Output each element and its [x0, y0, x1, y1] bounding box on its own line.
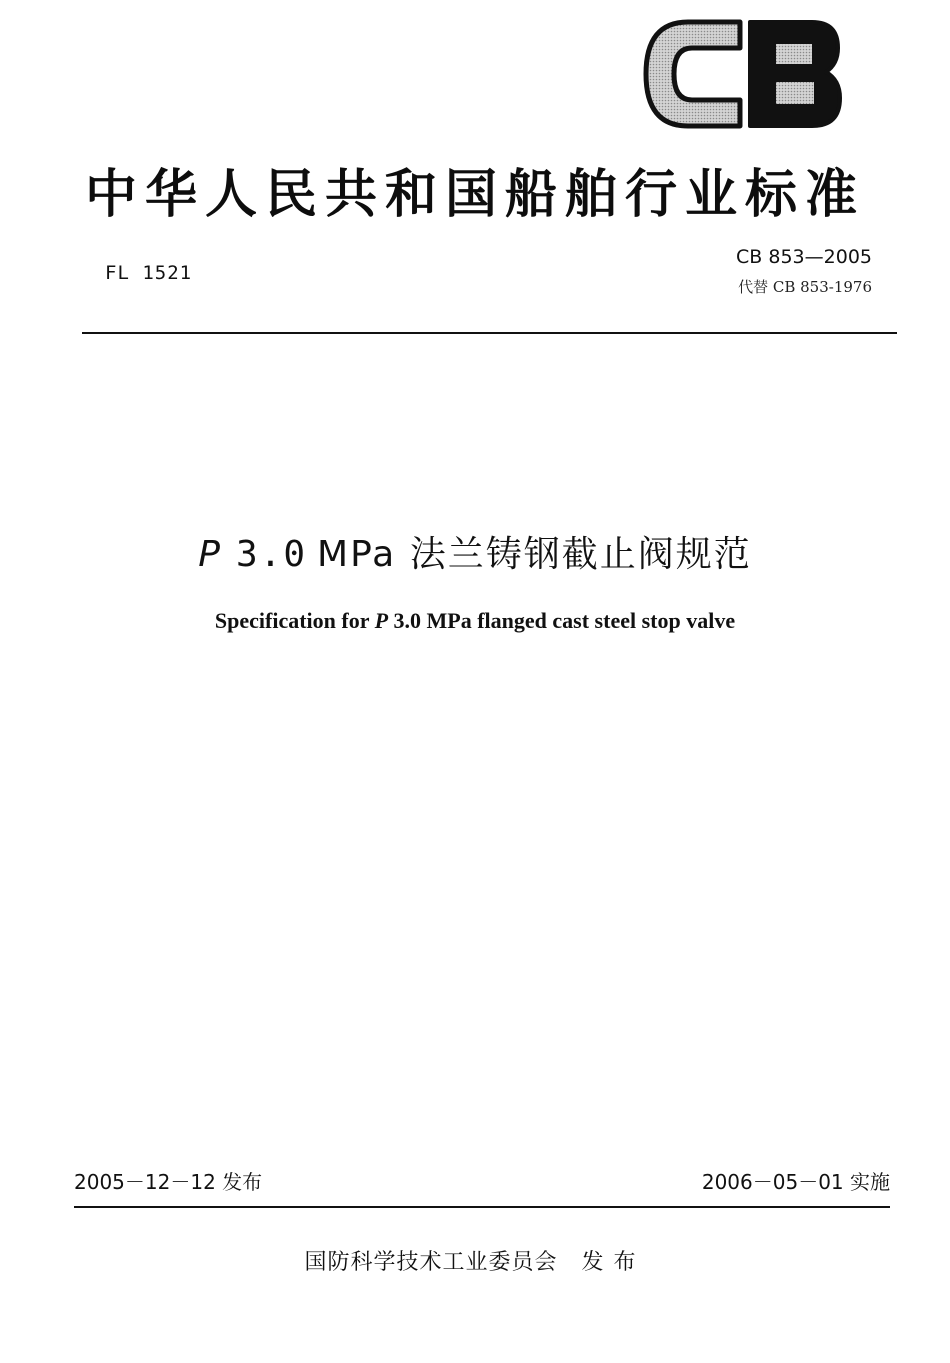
cb-logo: [640, 18, 845, 130]
header-divider: [82, 332, 897, 334]
publish-verb: 发布: [581, 1250, 646, 1275]
title-pressure-value: 3.0: [236, 534, 308, 575]
title-pressure-symbol: P: [198, 534, 222, 575]
title-en-pressure-symbol: P: [374, 608, 389, 633]
issue-date: 2005－12－12 发布: [74, 1170, 263, 1194]
document-title-en: [0, 608, 950, 634]
publisher-name: 国防科学技术工业委员会: [304, 1250, 558, 1275]
cb-logo-graphic: [640, 18, 845, 130]
title-en-post: 3.0 MPa flanged cast steel stop valve: [388, 608, 736, 633]
title-cn-rest: MPa 法兰铸钢截止阀规范: [317, 534, 752, 575]
publisher-line: [0, 1245, 950, 1276]
footer-divider: [74, 1206, 890, 1208]
replaced-standard: 代替 CB 853-1976: [738, 278, 872, 296]
document-title-cn: [0, 526, 950, 577]
title-en-pre: Specification for: [214, 608, 375, 633]
classification-code: FL 1521: [105, 262, 193, 284]
standard-number: CB 853—2005: [736, 246, 872, 268]
implementation-date: 2006－05－01 实施: [701, 1170, 890, 1194]
standard-category-title: 中华人民共和国船舶行业标准: [84, 165, 865, 225]
